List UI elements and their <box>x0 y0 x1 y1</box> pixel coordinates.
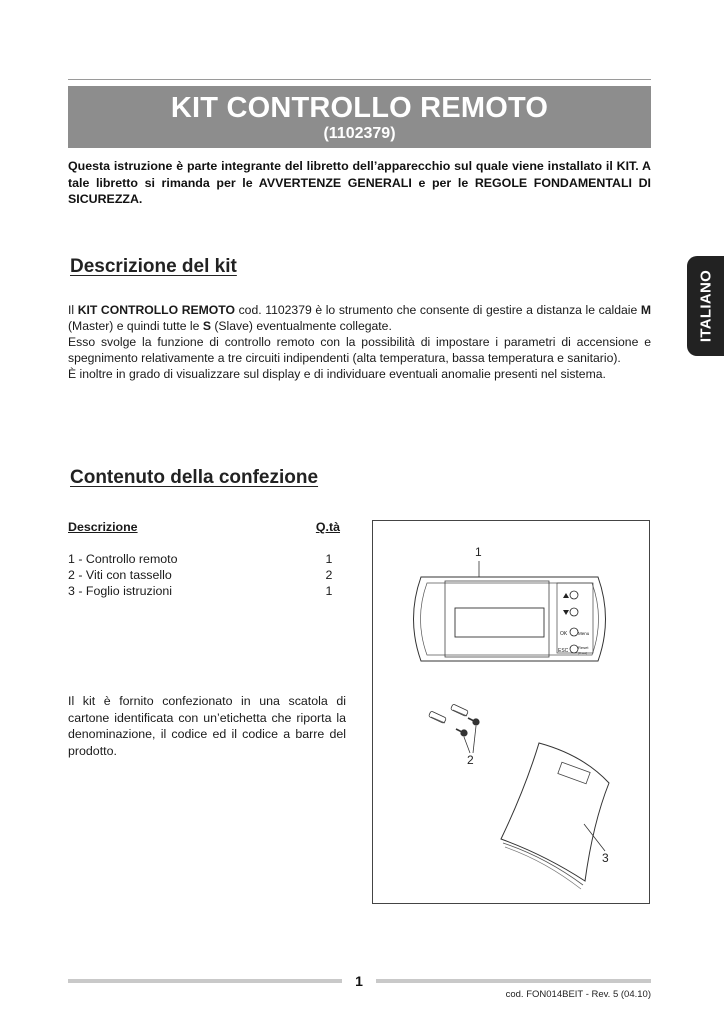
description-line-1: Il KIT CONTROLLO REMOTO cod. 1102379 è lo strumento che consente di gestire a distanza le caldaie M (Master) e quindi tutte le S (Slave) eventualmente collegate. <box>68 303 651 333</box>
language-tab-label: ITALIANO <box>697 269 714 343</box>
intro-text: Questa istruzione è parte integrante del libretto dell’apparecchio sul quale viene installato il KIT. A tale libretto si rimanda per le AVVERTENZE GENERALI e per le REGOLE FONDAMENTALI DI SICUREZZA. <box>68 159 651 206</box>
callout-3: 3 <box>602 851 609 865</box>
contents-table <box>68 519 340 599</box>
reset-label: Reset <box>578 645 589 650</box>
esc-label: ESC <box>558 648 569 654</box>
footer-bar-right <box>376 979 651 983</box>
table-header <box>68 519 340 535</box>
page-number: 1 <box>355 973 363 989</box>
product-code: (1102379) <box>323 125 396 142</box>
title-banner <box>68 86 651 148</box>
heading-contents: Contenuto della confezione <box>70 467 319 488</box>
instruction-sheet <box>501 743 609 889</box>
figure-drawing <box>373 521 649 903</box>
col-qty: Q.tà <box>315 520 340 534</box>
top-rule <box>68 79 651 80</box>
page-title: KIT CONTROLLO REMOTO <box>170 92 549 124</box>
description-line-2: Esso svolge la funzione di controllo remoto con la possibilità di impostare i parametri di accensione e spegnimento relativamente a tre circuiti indipendenti (alta temperatura, bassa temperatura e sanitario). <box>68 335 651 365</box>
table-row: 1 - Controllo remoto 1 <box>68 552 333 566</box>
packaging-note: Il kit è fornito confezionato in una scatola di cartone identificata con un’etichetta che riporta la denominazione, il codice ed il codice a barre del prodotto. <box>68 694 346 758</box>
callout-1: 1 <box>475 545 482 559</box>
ok-label: OK <box>560 631 568 637</box>
col-description: Descrizione <box>68 520 138 534</box>
screws-and-anchors <box>428 704 479 753</box>
document-code: cod. FON014BEIT - Rev. 5 (04.10) <box>505 989 651 1000</box>
callout-2: 2 <box>467 753 474 767</box>
heading-description: Descrizione del kit <box>70 256 237 277</box>
remote-control-device <box>414 577 606 661</box>
description-line-3: È inoltre in grado di visualizzare sul display e di individuare eventuali anomalie presenti nel sistema. <box>68 367 606 381</box>
table-row: 2 - Viti con tassello 2 <box>68 568 333 582</box>
kit-contents-figure <box>372 520 650 904</box>
language-tab <box>687 256 724 356</box>
reset-sub-label: (3 sec) <box>578 651 588 655</box>
description-paragraph <box>68 302 651 382</box>
menu-label: Menu <box>578 631 590 636</box>
table-row: 3 - Foglio istruzioni 1 <box>68 584 333 598</box>
footer-bar-left <box>68 979 342 983</box>
